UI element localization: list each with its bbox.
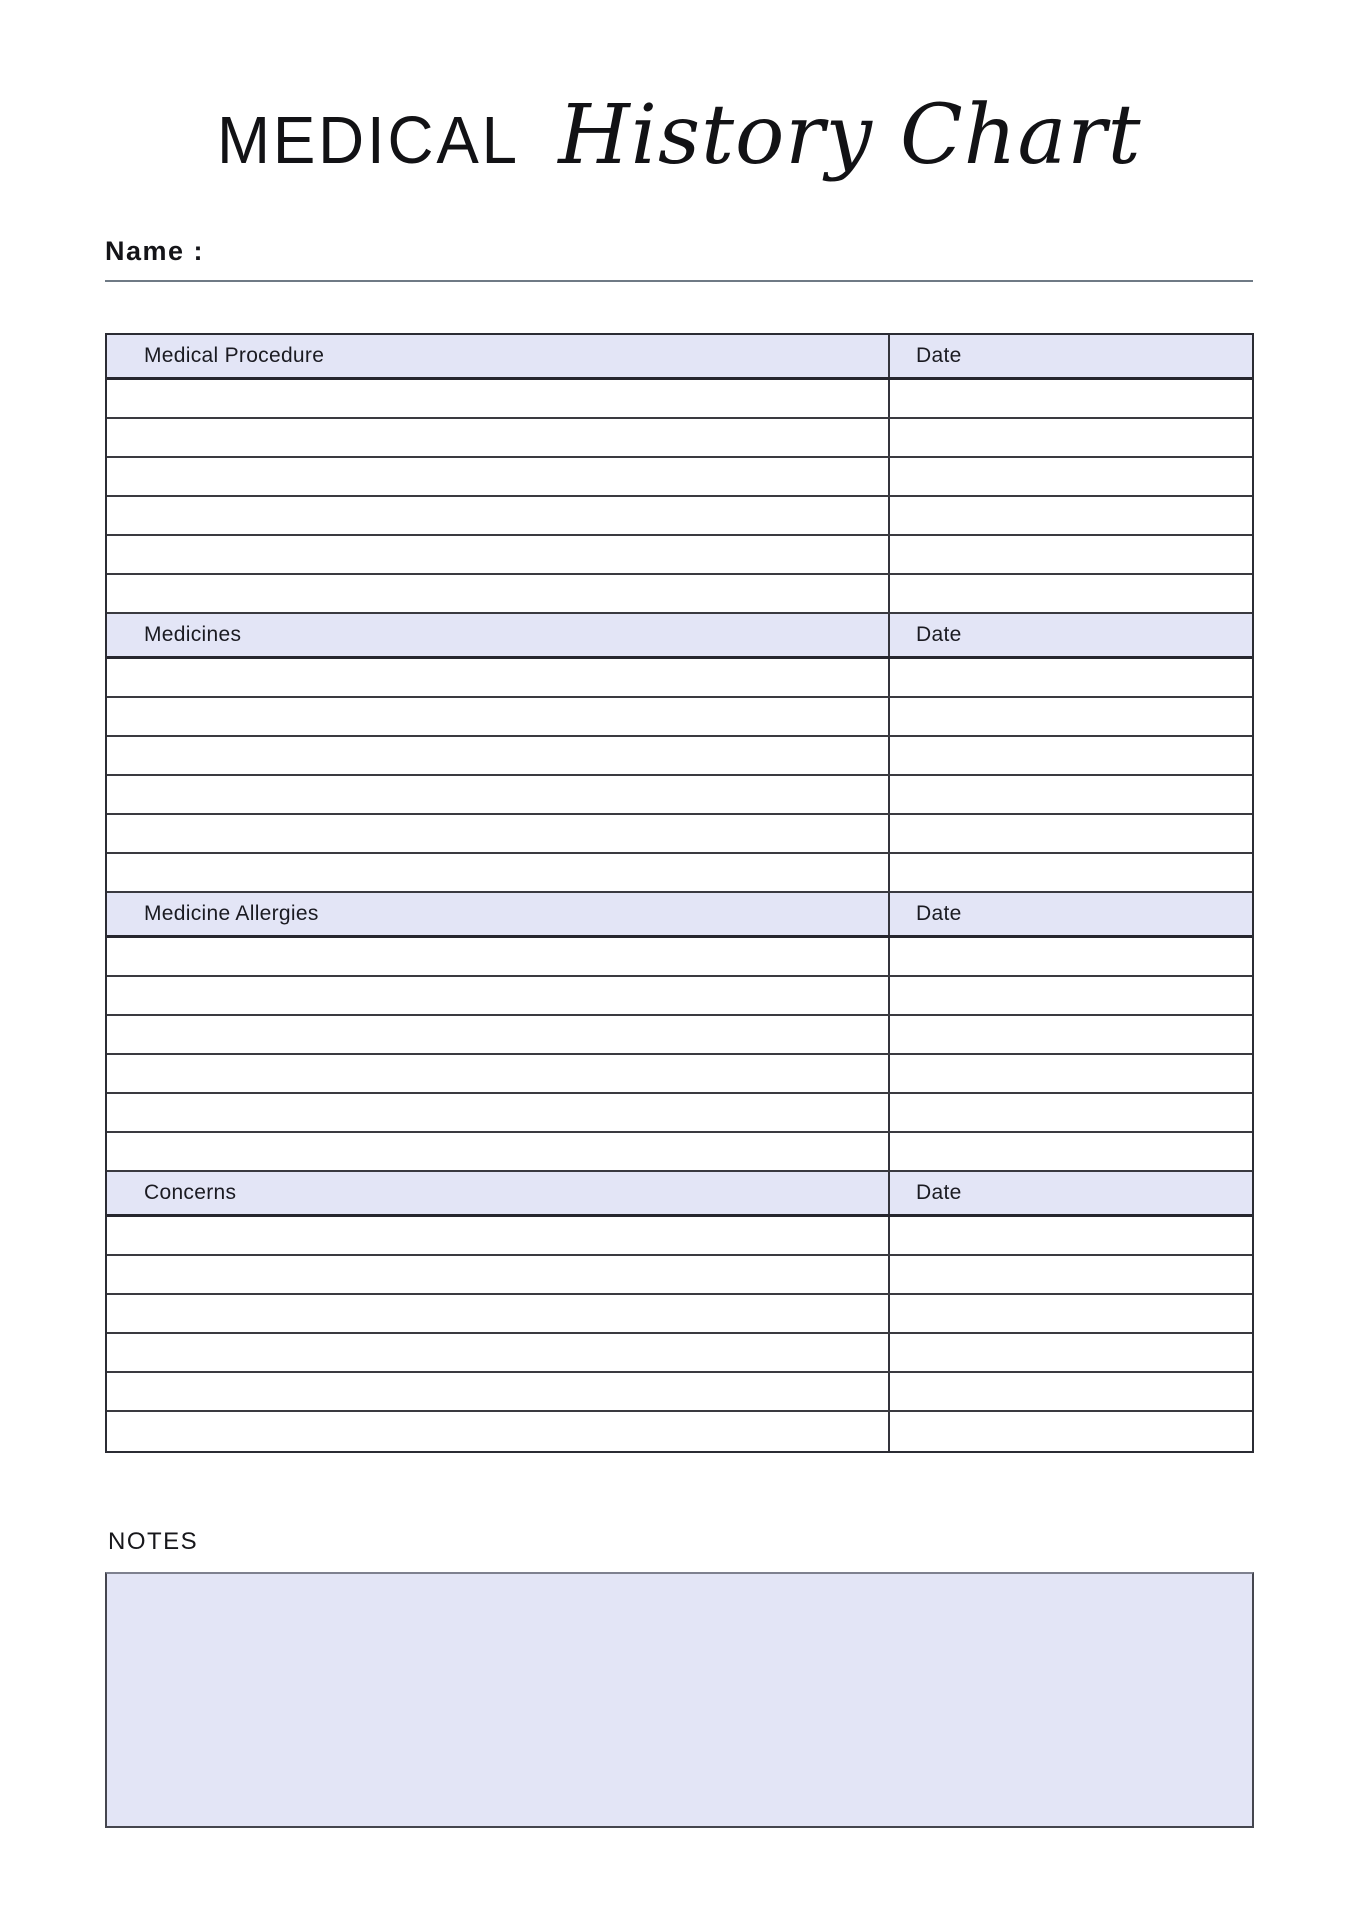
entry-cell[interactable] <box>107 698 890 735</box>
date-entry-cell[interactable] <box>890 1133 1252 1170</box>
entry-cell[interactable] <box>107 419 890 456</box>
date-entry-cell[interactable] <box>890 1373 1252 1410</box>
entry-cell[interactable] <box>107 1373 890 1410</box>
notes-label: NOTES <box>108 1528 199 1555</box>
entry-cell[interactable] <box>107 854 890 891</box>
table-row <box>107 1373 1252 1412</box>
section-header-row-1 <box>107 614 1252 659</box>
title-script-text: History Chart <box>558 88 1142 183</box>
date-entry-cell[interactable] <box>890 815 1252 852</box>
entry-cell[interactable] <box>107 815 890 852</box>
table-row <box>107 815 1252 854</box>
entry-cell[interactable] <box>107 1094 890 1131</box>
section-header-row-3 <box>107 1172 1252 1217</box>
entry-cell[interactable] <box>107 575 890 612</box>
section-header-label: Medicine Allergies <box>107 893 890 935</box>
date-entry-cell[interactable] <box>890 977 1252 1014</box>
date-entry-cell[interactable] <box>890 1334 1252 1371</box>
table-row <box>107 1412 1252 1451</box>
date-entry-cell[interactable] <box>890 659 1252 696</box>
entry-cell[interactable] <box>107 977 890 1014</box>
entry-cell[interactable] <box>107 458 890 495</box>
date-entry-cell[interactable] <box>890 938 1252 975</box>
date-entry-cell[interactable] <box>890 737 1252 774</box>
table-row <box>107 1016 1252 1055</box>
entry-cell[interactable] <box>107 497 890 534</box>
date-entry-cell[interactable] <box>890 1412 1252 1451</box>
page-title <box>0 88 1359 183</box>
table-row <box>107 938 1252 977</box>
section-header-row-0 <box>107 335 1252 380</box>
entry-cell[interactable] <box>107 1295 890 1332</box>
table-row <box>107 776 1252 815</box>
table-row <box>107 458 1252 497</box>
table-row <box>107 1133 1252 1172</box>
entry-cell[interactable] <box>107 1334 890 1371</box>
table-row <box>107 698 1252 737</box>
table-row <box>107 737 1252 776</box>
date-entry-cell[interactable] <box>890 1016 1252 1053</box>
entry-cell[interactable] <box>107 776 890 813</box>
table-row <box>107 659 1252 698</box>
date-entry-cell[interactable] <box>890 1217 1252 1254</box>
date-entry-cell[interactable] <box>890 419 1252 456</box>
table-row <box>107 419 1252 458</box>
date-entry-cell[interactable] <box>890 1295 1252 1332</box>
section-header-row-2 <box>107 893 1252 938</box>
name-label: Name : <box>105 236 205 266</box>
entry-cell[interactable] <box>107 1256 890 1293</box>
notes-input[interactable] <box>105 1572 1254 1828</box>
table-row <box>107 1295 1252 1334</box>
entry-cell[interactable] <box>107 1016 890 1053</box>
date-entry-cell[interactable] <box>890 854 1252 891</box>
entry-cell[interactable] <box>107 1055 890 1092</box>
entry-cell[interactable] <box>107 1412 890 1451</box>
section-header-label: Medicines <box>107 614 890 656</box>
name-input[interactable] <box>204 236 1253 280</box>
entry-cell[interactable] <box>107 659 890 696</box>
date-entry-cell[interactable] <box>890 698 1252 735</box>
date-entry-cell[interactable] <box>890 497 1252 534</box>
table-row <box>107 575 1252 614</box>
date-entry-cell[interactable] <box>890 575 1252 612</box>
date-entry-cell[interactable] <box>890 776 1252 813</box>
table-row <box>107 1217 1252 1256</box>
date-header-label: Date <box>916 344 962 367</box>
entry-cell[interactable] <box>107 1133 890 1170</box>
date-entry-cell[interactable] <box>890 536 1252 573</box>
title-main-text: MEDICAL <box>217 103 521 178</box>
date-header-label: Date <box>916 902 962 925</box>
entry-cell[interactable] <box>107 938 890 975</box>
date-header-label: Date <box>916 623 962 646</box>
section-header-label: Medical Procedure <box>107 335 890 377</box>
table-row <box>107 1055 1252 1094</box>
table-row <box>107 1334 1252 1373</box>
name-field-row <box>105 236 1253 282</box>
entry-cell[interactable] <box>107 536 890 573</box>
table-row <box>107 977 1252 1016</box>
date-header-label: Date <box>916 1181 962 1204</box>
table-row <box>107 854 1252 893</box>
table-row <box>107 497 1252 536</box>
date-entry-cell[interactable] <box>890 1256 1252 1293</box>
table-row <box>107 536 1252 575</box>
date-entry-cell[interactable] <box>890 458 1252 495</box>
entry-cell[interactable] <box>107 737 890 774</box>
date-entry-cell[interactable] <box>890 1094 1252 1131</box>
table-row <box>107 380 1252 419</box>
entry-cell[interactable] <box>107 1217 890 1254</box>
date-entry-cell[interactable] <box>890 1055 1252 1092</box>
medical-history-table <box>105 333 1254 1453</box>
table-row <box>107 1094 1252 1133</box>
entry-cell[interactable] <box>107 380 890 417</box>
date-entry-cell[interactable] <box>890 380 1252 417</box>
table-row <box>107 1256 1252 1295</box>
section-header-label: Concerns <box>107 1172 890 1214</box>
